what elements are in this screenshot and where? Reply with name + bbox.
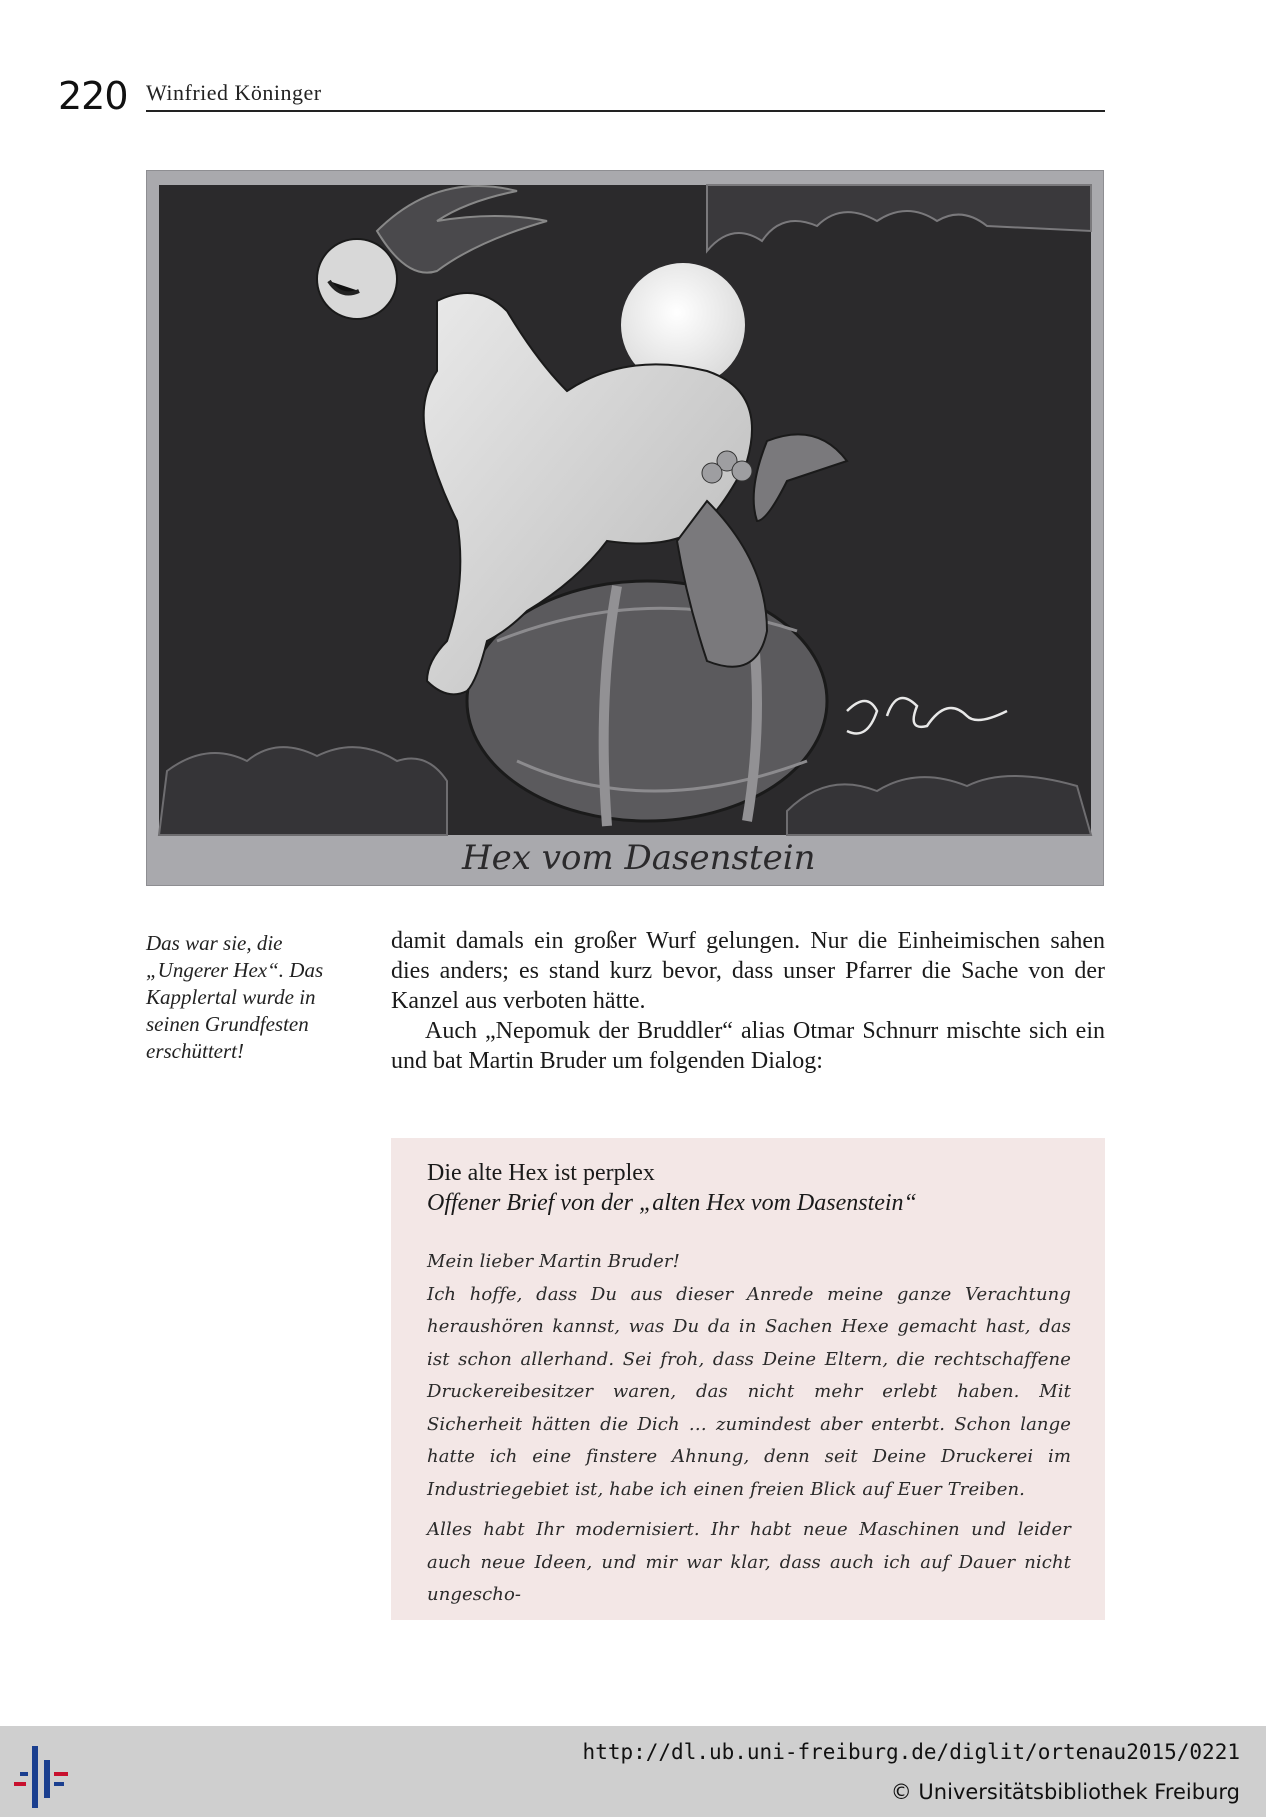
footer-bar	[0, 1726, 1266, 1817]
letter-box	[391, 1138, 1105, 1620]
letter-paragraph: Ich hoffe, dass Du aus dieser Anrede meine ganze Verachtung heraushören kannst, was Du da in Sachen Hexe gemacht hast, das ist schon allerhand. Sei froh, dass Deine Eltern, die rechtschaffene Druckereibesitzer waren, das nicht mehr erlebt haben. Mit Sicherheit hätten die Dich … zumindest aber enterbt. Schon lange hatte ich eine finstere Ahnung, denn seit Deine Druckerei im Industriegebiet ist, habe ich einen freien Blick auf Euer Treiben.	[427, 1283, 1071, 1500]
body-paragraph: Auch „Nepomuk der Bruddler“ alias Otmar Schnurr mischte sich ein und bat Martin Bruder um folgenden Dialog:	[391, 1018, 1105, 1074]
figure-caption: Das war sie, die „Ungerer Hex“. Das Kapplertal wurde in seinen Grundfesten erschüttert!	[146, 931, 324, 1063]
running-head-author: Winfried Köninger	[146, 80, 322, 105]
witch-illustration	[147, 171, 1103, 885]
cloud-bottom-right	[787, 776, 1091, 835]
copyright-notice: © Universitätsbibliothek Freiburg	[890, 1780, 1240, 1804]
page-number: 220	[58, 74, 128, 118]
university-library-logo-icon	[14, 1746, 74, 1808]
permalink-url[interactable]: http://dl.ub.uni-freiburg.de/diglit/ortenau2015/0221	[582, 1740, 1240, 1764]
letter-paragraph: Alles habt Ihr modernisiert. Ihr habt neue Maschinen und leider auch neue Ideen, und mir war klar, dass auch ich auf Dauer nicht ungescho-	[427, 1519, 1071, 1605]
letter-title: Die alte Hex ist perplex	[427, 1160, 655, 1186]
body-paragraph: damit damals ein großer Wurf gelungen. Nur die Einheimischen sahen dies anders; es stand kurz bevor, dass unser Pfarrer die Sache von der Kanzel aus verboten hätte.	[391, 928, 1105, 1014]
letter-salutation: Mein lieber Martin Bruder!	[427, 1251, 680, 1272]
letter-subtitle: Offener Brief von der „alten Hex vom Dasenstein“	[427, 1190, 917, 1216]
cloud-bottom-left	[159, 747, 447, 835]
header-rule	[146, 110, 1105, 112]
illustration-title: Hex vom Dasenstein	[462, 838, 816, 878]
illustration-figure	[146, 170, 1104, 886]
body-text	[391, 926, 1105, 1076]
letter-body	[427, 1246, 1071, 1612]
